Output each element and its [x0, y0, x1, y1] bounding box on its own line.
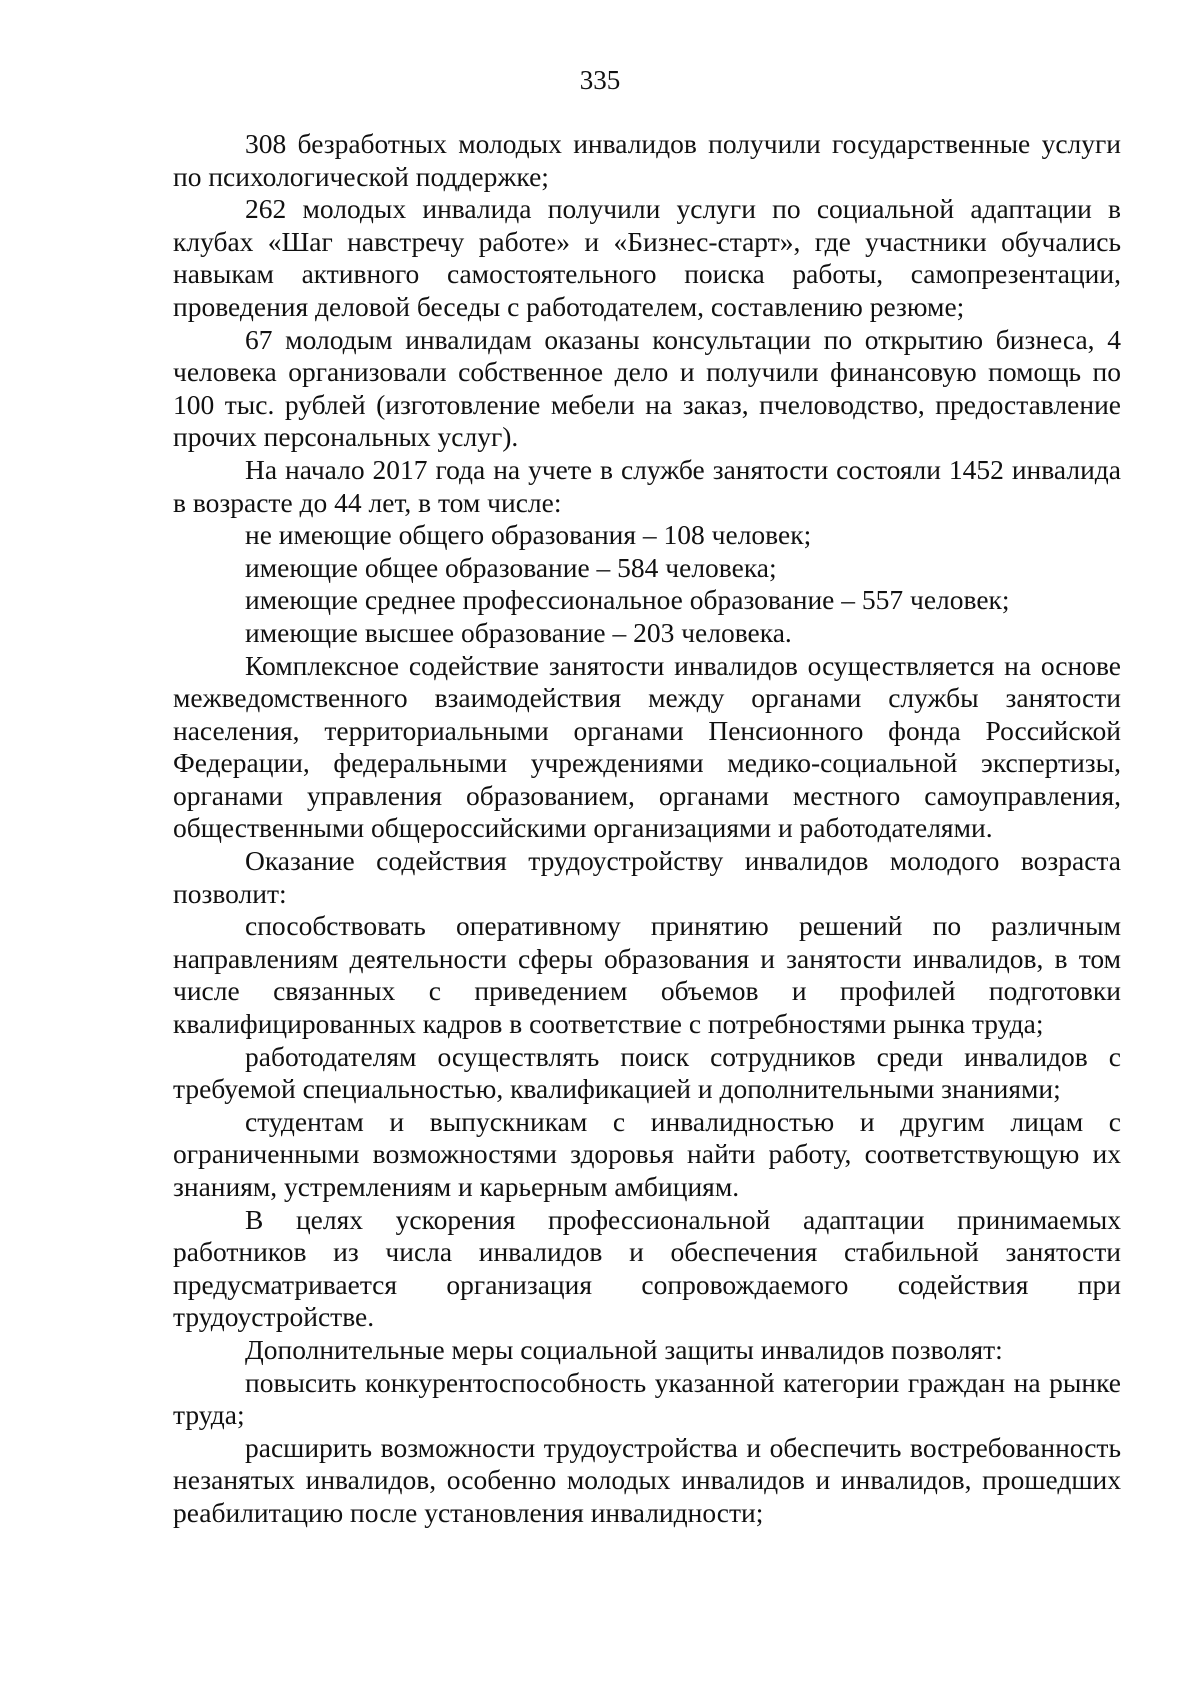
- paragraph-additional-measures: Дополнительные меры социальной защиты инвалидов позволят:: [245, 1333, 1003, 1365]
- page-number: 335: [579, 65, 621, 95]
- paragraph-registered-disabled: На начало 2017 года на учете в службе занятости состояли 1452 инвалида в возрасте до 44 лет, в том числе:: [173, 453, 1121, 518]
- paragraph-employers-search: работодателям осуществлять поиск сотрудников среди инвалидов с требуемой специальностью, квалификацией и дополнительными знаниями;: [173, 1040, 1121, 1105]
- list-item-no-general-education: не имеющие общего образования – 108 человек;: [245, 519, 812, 551]
- document-body: [173, 128, 1121, 1530]
- paragraph-students-graduates: студентам и выпускникам с инвалидностью и другим лицам с ограниченными возможностями здоровья найти работу, соответствующую их знаниям, устремлениям и карьерным амбициям.: [173, 1105, 1121, 1202]
- paragraph-competitiveness: повысить конкурентоспособность указанной категории граждан на рынке труда;: [173, 1366, 1121, 1431]
- paragraph-social-adaptation: 262 молодых инвалида получили услуги по социальной адаптации в клубах «Шаг навстречу работе» и «Бизнес-старт», где участники обучались навыкам активного самостоятельного поиска работы, самопрезентации, проведения деловой беседы с работодателем, составлению резюме;: [173, 193, 1121, 322]
- paragraph-decision-making: способствовать оперативному принятию решений по различным направлениям деятельности сферы образования и занятости инвалидов, в том числе связанных с приведением объемов и профилей подготовки квалифицированных кадров в соответствие с потребностями рынка труда;: [173, 910, 1121, 1040]
- paragraph-business-consultations: 67 молодым инвалидам оказаны консультации по открытию бизнеса, 4 человека организовали собственное дело и получили финансовую помощь по 100 тыс. рублей (изготовление мебели на заказ, пчеловодство, предоставление прочих персональных услуг).: [173, 323, 1121, 453]
- paragraph-supported-employment: В целях ускорения профессиональной адаптации принимаемых работников из числа инвалидов и обеспечения стабильной занятости предусматривается организация сопровождаемого содействия при трудоустройстве.: [173, 1203, 1121, 1333]
- list-item-general-education: имеющие общее образование – 584 человека;: [245, 551, 777, 583]
- list-item-vocational-education: имеющие среднее профессиональное образование – 557 человек;: [245, 584, 1010, 616]
- paragraph-employment-assistance: Оказание содействия трудоустройству инвалидов молодого возраста позволит:: [173, 845, 1121, 909]
- list-item-higher-education: имеющие высшее образование – 203 человека.: [245, 616, 792, 648]
- paragraph-interagency-cooperation: Комплексное содействие занятости инвалидов осуществляется на основе межведомственного взаимодействия между органами службы занятости населения, территориальными органами Пенсионного фонда Российской Федерации, федеральными учреждениями медико-социальной экспертизы, органами управления образованием, органами местного самоуправления, общественными общероссийскими организациями и работодателями.: [173, 649, 1121, 844]
- paragraph-expand-opportunities: расширить возможности трудоустройства и обеспечить востребованность незанятых инвалидов, особенно молодых инвалидов и инвалидов, прошедших реабилитацию после установления инвалидности;: [173, 1431, 1121, 1528]
- paragraph-psychological-support: 308 безработных молодых инвалидов получили государственные услуги по психологической поддержке;: [173, 128, 1121, 192]
